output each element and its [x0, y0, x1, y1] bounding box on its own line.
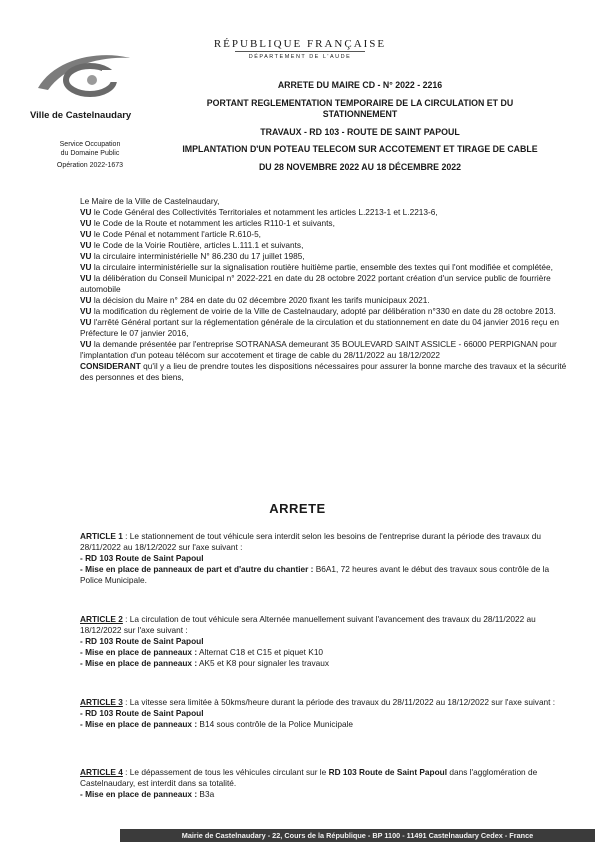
vu-item: VU la délibération du Conseil Municipal n° 2022-221 en date du 28 octobre 2022 portant création d'un service public de fourrière automobile — [80, 273, 551, 294]
article-4: ARTICLE 4 : Le dépassement de tous les véhicules circulant sur le RD 103 Route de Saint Papoul dans l'agglomération de Castelnaudary, est interdit dans sa totalité. - Mise en place de panneaux : B3a — [80, 767, 538, 799]
subject-line-1: PORTANT REGLEMENTATION TEMPORAIRE DE LA CIRCULATION ET DU — [206, 97, 514, 108]
vu-item: VU la décision du Maire n° 284 en date du 02 décembre 2020 fixant les tarifs municipaux 2021. — [80, 295, 430, 305]
arrete-number: ARRETE DU MAIRE CD - N° 2022 - 2216 — [277, 80, 443, 90]
considerant: CONSIDERANT qu'il y a lieu de prendre toutes les dispositions nécessaires pour assurer la bonne marche des travaux et la sécurité des personnes et des biens, — [80, 361, 567, 382]
road-name: RD 103 Route de Saint Papoul — [328, 767, 448, 777]
article-label: ARTICLE 1 — [80, 531, 123, 541]
preamble — [80, 196, 568, 383]
subject-line-2: STATIONNEMENT — [322, 109, 398, 119]
vu-item: VU la demande présentée par l'entreprise SOTRANASA demeurant 35 BOULEVARD SAINT ASSICLE - 66000 PERPIGNAN pour l'implantation d'un poteau télécom sur accotement et tirage de cable du 28/11/2022 au 18/12/2022 — [80, 339, 557, 360]
castelnaudary-logo-icon — [30, 48, 140, 100]
service-block — [35, 140, 145, 170]
article-2: ARTICLE 2 : La circulation de tout véhicule sera Alternée manuellement suivant l'avancement des travaux du 28/11/2022 au 18/12/2022 sur l'axe suivant : - RD 103 Route de Saint Papoul - Mise en place de panneaux : Alternat C18 et C15 et piquet K10 - Mise en place de panneaux : AK5 et K8 pour signaler les travaux — [80, 614, 536, 668]
road-name: - RD 103 Route de Saint Papoul — [80, 636, 204, 646]
service-line-2: du Domaine Public — [60, 150, 120, 157]
department-name: DÉPARTEMENT DE L'AUDE — [235, 51, 365, 60]
vu-item: VU le Code de la Voirie Routière, articles L.111.1 et suivants, — [80, 240, 304, 250]
arrete-heading: ARRETE — [269, 501, 326, 516]
article-label: ARTICLE 2 — [80, 614, 123, 624]
article-1: ARTICLE 1 : Le stationnement de tout véhicule sera interdit selon les besoins de l'entreprise durant la période des travaux du 28/11/2022 au 18/12/2022 sur l'axe suivant : - RD 103 Route de Saint Papoul - Mise en place de panneaux de part et d'autre du chantier : B6A1, 72 heures avant le début des travaux sous contrôle de la Police Municipale. — [80, 531, 550, 585]
vu-item: VU le Code Pénal et notamment l'article R.610-5, — [80, 229, 261, 239]
town-logo — [30, 48, 140, 118]
republic-name: RÉPUBLIQUE FRANÇAISE — [213, 38, 387, 50]
republic-header — [205, 38, 395, 60]
implantation-title: IMPLANTATION D'UN POTEAU TELECOM SUR ACCOTEMENT ET TIRAGE DE CABLE — [182, 144, 538, 154]
article-label: ARTICLE 3 — [80, 697, 123, 707]
preamble-intro: Le Maire de la Ville de Castelnaudary, — [80, 196, 220, 206]
vu-item: VU la circulaire interministérielle sur la signalisation routière huitième partie, ensemble des textes qui l'ont modifiée et complétée, — [80, 262, 553, 272]
operation-number: Opération 2022-1673 — [56, 162, 124, 169]
article-label: ARTICLE 4 — [80, 767, 123, 777]
vu-item: VU l'arrêté Général portant sur la réglementation générale de la circulation et du stationnement en date du 04 janvier 2016 reçu en Préfecture le 07 janvier 2016, — [80, 317, 559, 338]
road-name: - RD 103 Route de Saint Papoul — [80, 553, 204, 563]
road-name: - RD 103 Route de Saint Papoul — [80, 708, 204, 718]
vu-item: VU le Code de la Route et notamment les articles R110-1 et suivants, — [80, 218, 335, 228]
vu-item: VU le Code Général des Collectivités Territoriales et notamment les articles L.2213-1 et L.2213-6, — [80, 207, 438, 217]
town-name: Ville de Castelnaudary — [30, 110, 132, 121]
vu-item: VU la modification du règlement de voirie de la Ville de Castelnaudary, adopté par délibération n°330 en date du 28 octobre 2013. — [80, 306, 556, 316]
works-title: TRAVAUX - RD 103 - ROUTE DE SAINT PAPOUL — [260, 126, 460, 137]
footer-address: Mairie de Castelnaudary - 22, Cours de la République - BP 1100 - 11491 Castelnaudary Cedex - France — [120, 829, 595, 842]
dates-title: DU 28 NOVEMBRE 2022 AU 18 DÉCEMBRE 2022 — [258, 161, 462, 172]
vu-item: VU la circulaire interministérielle N° 86.230 du 17 juillet 1985, — [80, 251, 305, 261]
service-line-1: Service Occupation — [59, 141, 121, 148]
arrete-titles — [150, 80, 570, 173]
article-3: ARTICLE 3 : La vitesse sera limitée à 50kms/heure durant la période des travaux du 28/11/2022 au 18/12/2022 sur l'axe suivant : - RD 103 Route de Saint Papoul - Mise en place de panneaux : B14 sous contrôle de la Police Municipale — [80, 697, 556, 729]
